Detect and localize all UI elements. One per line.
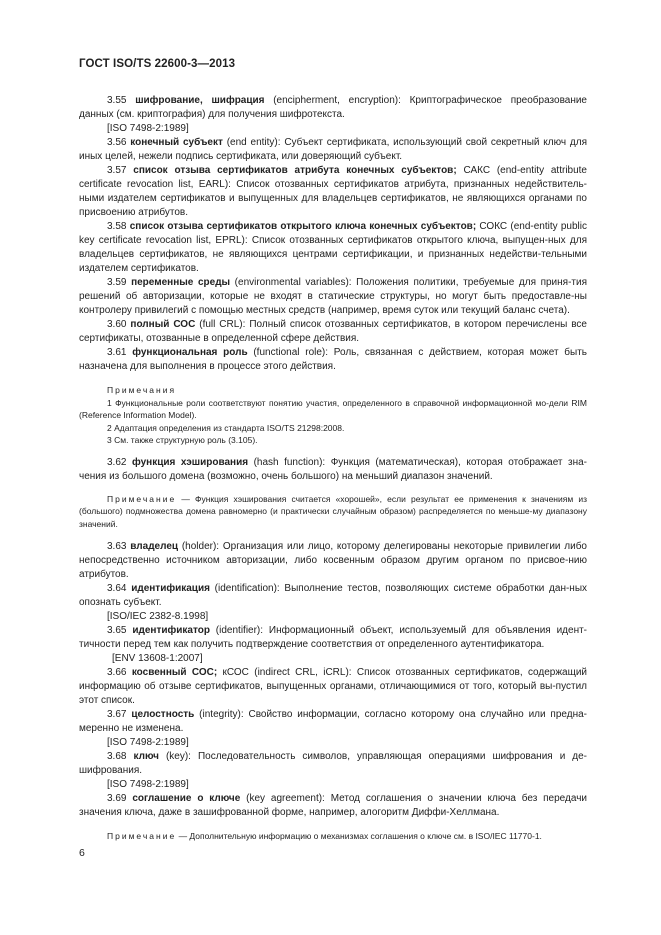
term: идентификатор <box>132 625 210 636</box>
reference: [ISO 7498-2:1989] <box>107 779 189 790</box>
entry-3-57: 3.57 список отзыва сертификатов атрибута конечных субъектов; САКС (end-entity attribute certificate revocation list, EARL): Список отозванных сертификатов атрибута, признанных недействитель-ными издателем сертификатов и выпущенных для владельцев сертификатов, не являющихся органами по присвоению атрибутов. <box>79 165 587 218</box>
term: косвенный СОС; <box>131 667 218 678</box>
entry-3-69: 3.69 соглашение о ключе (key agreement): Метод соглашения о значении ключа без передачи значения ключа, даже в зашифрованной форме, например, алогоритм Диффи-Хеллмана. <box>79 793 587 818</box>
term: целостность <box>131 709 195 720</box>
page-number: 6 <box>79 847 85 859</box>
document-body <box>79 94 587 843</box>
term: владелец <box>130 541 179 552</box>
term: идентификация <box>131 583 210 594</box>
term: список отзыва сертификатов атрибута конечных субъектов; <box>133 165 457 176</box>
entry-3-63: 3.63 владелец (holder): Организация или лицо, которому делегированы некоторые привилегии либо непосредственно источником авторизации, либо косвенным образом другим органом по присвое-нию атрибутов. <box>79 541 587 580</box>
term: функциональная роль <box>132 347 248 358</box>
term: список отзыва сертификатов открытого ключа конечных субъектов; <box>129 221 477 232</box>
entry-3-56: 3.56 конечный субъект (end entity): Субъект сертификата, использующий свой секретный ключ для иных целей, нежели подпись сертификата, или доверяющий субъект. <box>79 137 588 162</box>
note-2: 2 Адаптация определения из стандарта ISO/TS 21298:2008. <box>107 422 345 433</box>
reference: [ENV 13608-1:2007] <box>112 653 203 664</box>
entry-3-65: 3.65 идентификатор (identifier): Информационный объект, используемый для объявления идент-тичности перед тем как получить подтверждение соответствия от определенного аутентификатора. <box>79 625 588 650</box>
term: переменные среды <box>131 277 231 288</box>
entry-3-60: 3.60 полный СОС (full CRL): Полный список отозванных сертификатов, в котором перечислены все сертификаты, отозванные в определенной сфере действия. <box>79 319 587 344</box>
reference: [ISO 7498-2:1989] <box>107 737 189 748</box>
term: шифрование, шифрация <box>135 95 265 106</box>
entry-3-67: 3.67 целостность (integrity): Свойство информации, согласно которому она случайно или предна-меренно не изменена. <box>79 709 587 734</box>
term: полный СОС <box>130 319 196 330</box>
reference: [ISO 7498-2:1989] <box>107 123 189 134</box>
entry-3-66: 3.66 косвенный СОС; кСОС (indirect CRL, iCRL): Список отозванных сертификатов, содержащий информацию об отзыве сертификатов, выпущенных органами, отличающимися от того, который вы-пустил этот список. <box>79 667 588 706</box>
entry-3-68: 3.68 ключ (key): Последовательность символов, управляющая операциями шифрования и де-шифрования. <box>79 751 588 776</box>
document-header: ГОСТ ISO/TS 22600-3—2013 <box>79 58 236 70</box>
entry-3-61: 3.61 функциональная роль (functional role): Роль, связанная с действием, которая может быть назначена для выполнения в процессе этого действия. <box>79 347 587 372</box>
entry-3-62: 3.62 функция хэширования (hash function): Функция (математическая), которая отображает зна-чения из большого домена (возможно, очень большого) на меньший диапазон значений. <box>79 456 587 482</box>
entry-3-58: 3.58 список отзыва сертификатов открытого ключа конечных субъектов; СОКС (end-entity public key certificate revocation list, EPRL): Список отозванных сертификатов открытого ключа, выпущен-ных для владельцев сертификатов, не являющихся центрами сертификации, и признанных недействи-тельными издателем сертификатов. <box>79 221 587 274</box>
entry-3-64: 3.64 идентификация (identification): Выполнение тестов, позволяющих системе обработки дан-ных опознать субъект. <box>79 583 588 608</box>
note-3-62: Примечание — Функция хэширования считается «хорошей», если результат ее применения к значениям из (большого) подмножества домена равномерно (и практически случайным образом) распределяется по меньше-му диапазону значений. <box>79 493 587 529</box>
reference: [ISO/IEC 2382-8.1998] <box>107 611 209 622</box>
notes-heading: Примечания <box>107 385 177 395</box>
note-1: 1 Функциональные роли соответствуют понятию участия, определенного в справочной информационной мо-дели RIM (Reference Information Model). <box>79 397 587 420</box>
note-3: 3 См. также структурную роль (3.105). <box>107 435 258 445</box>
note-3-69: Примечание — Дополнительную информацию о механизмах соглашения о ключе см. в ISO/IEC 11770-1. <box>107 831 542 841</box>
entry-3-59: 3.59 переменные среды (environmental variables): Положения политики, требуемые для приня-тия решений об авторизации, которые не входят в статические структуры, но могут быть предоставле-ны контролеру привилегий с помощью местных средств (например, время суток или текущий баланс счета). <box>79 277 587 316</box>
term: конечный субъект <box>130 137 223 148</box>
entry-3-55: 3.55 шифрование, шифрация (encipherment, encryption): Криптографическое преобразование данных (см. криптография) для получения шифротекста. <box>79 95 587 120</box>
term: функция хэширования <box>131 456 249 468</box>
term: ключ <box>133 751 159 762</box>
term: соглашение о ключе <box>132 793 241 804</box>
